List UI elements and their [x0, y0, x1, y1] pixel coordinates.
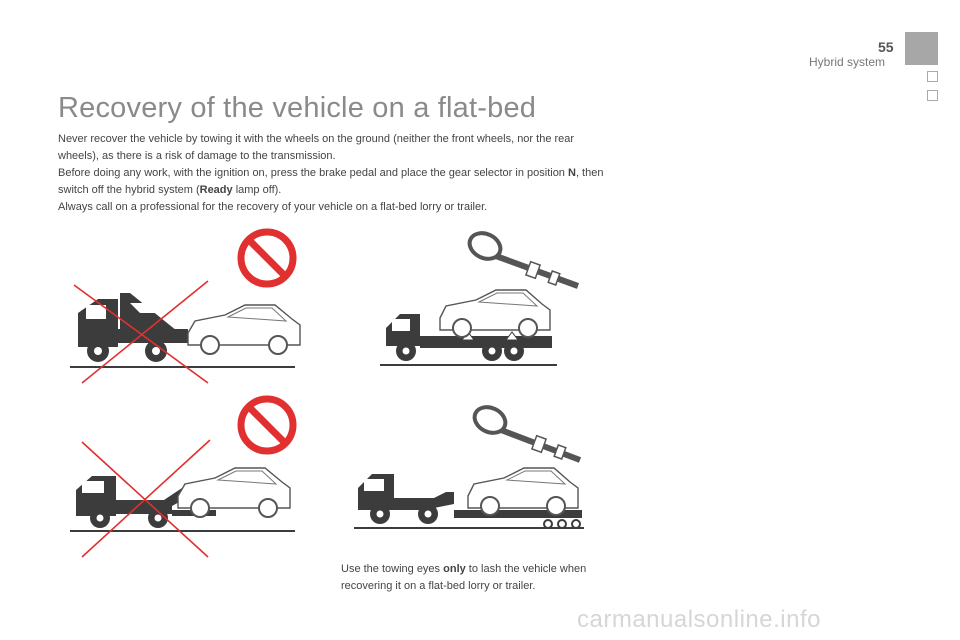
intro-paragraph: Never recover the vehicle by towing it with the wheels on the ground (neither the front wheels, nor the rear wheels), as there is a risk of damage to the transmission. — [58, 133, 575, 162]
partial-tow-prohibited-illustration — [60, 392, 310, 562]
intro-paragraph: Always call on a professional for the recovery of your vehicle on a flat-bed lorry or trailer. — [58, 201, 488, 213]
car-icon — [188, 305, 300, 354]
page-tab-square — [927, 90, 938, 101]
prohibited-sign-icon — [241, 399, 293, 451]
tow-lift-prohibited-illustration — [60, 225, 310, 385]
ready-lamp: Ready — [199, 184, 233, 196]
text: lamp off). — [232, 184, 282, 196]
emphasis: only — [443, 563, 466, 575]
intro-text — [58, 131, 618, 216]
ground-line — [70, 530, 295, 532]
flat-bed-recovery-illustration — [380, 228, 590, 373]
gear-position: N — [567, 167, 576, 179]
page-tab-square — [927, 71, 938, 82]
trailer-recovery-illustration — [350, 400, 590, 535]
text: , then switch off the hybrid system ( — [58, 167, 604, 196]
page-tab-indicator — [905, 32, 938, 65]
towing-eye-icon — [465, 228, 578, 286]
car-icon — [178, 468, 290, 517]
page-number: 55 — [878, 39, 894, 55]
towing-eye-caption — [341, 561, 611, 595]
text: to lash the vehicle when recovering it on a flat-bed lorry or trailer. — [341, 563, 587, 592]
prohibited-sign-icon — [241, 232, 293, 284]
car-icon — [468, 468, 578, 515]
text: Use the towing eyes — [341, 563, 444, 575]
watermark: carmanualsonline.info — [577, 606, 821, 633]
section-title: Hybrid system — [809, 55, 886, 69]
ground-line — [380, 364, 557, 366]
intro-paragraph — [58, 165, 618, 199]
towing-eye-icon — [470, 402, 580, 460]
text: Before doing any work, with the ignition on, press the brake pedal and place the gear selector in position — [58, 167, 568, 179]
page-title: Recovery of the vehicle on a flat-bed — [58, 92, 537, 124]
car-icon — [440, 290, 550, 337]
